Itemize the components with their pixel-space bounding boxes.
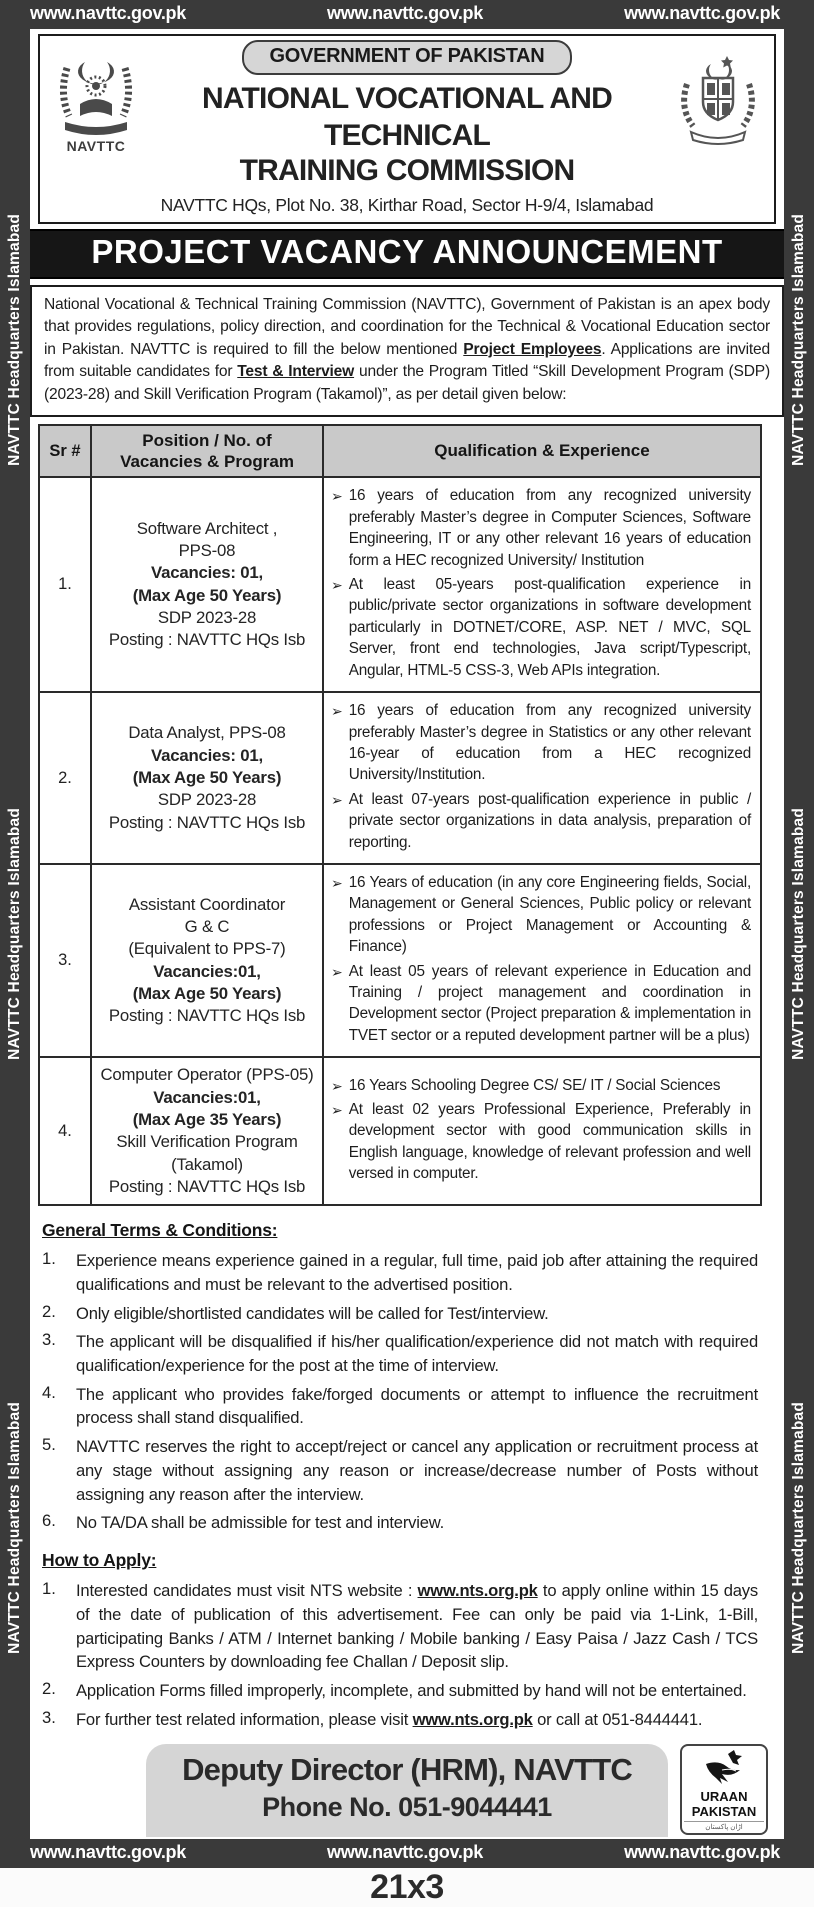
uraan-urdu-caption: اڑان پاکستان xyxy=(684,1821,764,1831)
row-qualification xyxy=(323,864,761,1057)
row-position xyxy=(91,1057,323,1205)
arrow-bullet-icon: ➢ xyxy=(331,1102,343,1119)
item-text: The applicant will be disqualified if his/her qualification/experience did not match with required qualification/experience for the post at the time of interview. xyxy=(76,1332,758,1376)
arrow-bullet-icon: ➢ xyxy=(331,488,343,505)
qualification-bullet xyxy=(331,961,751,1047)
item-text: Experience means experience gained in a regular, full time, paid job after attaining the required qualifications and must be relevant to the advertised position. xyxy=(76,1251,758,1294)
navttc-url[interactable]: www.navttc.gov.pk xyxy=(624,3,780,23)
top-url-bar xyxy=(0,0,814,29)
bullet-text: 16 Years Schooling Degree CS/ SE/ IT / Social Sciences xyxy=(348,1076,721,1094)
position-line: Computer Operator (PPS-05) xyxy=(100,1065,314,1085)
position-line: Vacancies:01, xyxy=(153,961,261,981)
navttc-url[interactable]: www.navttc.gov.pk xyxy=(30,1842,186,1863)
position-line: Assistant Coordinator xyxy=(128,894,286,914)
position-line: (Takamol) xyxy=(171,1154,243,1174)
position-line: Vacancies:01, xyxy=(153,1087,261,1107)
position-line: (Equivalent to PPS-7) xyxy=(128,939,286,959)
government-pill: GOVERNMENT OF PAKISTAN xyxy=(242,40,573,75)
position-line: Posting : NAVTTC HQs Isb xyxy=(108,812,306,832)
apply-list xyxy=(42,1579,758,1736)
main-content xyxy=(30,29,784,1839)
table-row xyxy=(39,692,761,864)
item-number: 1. xyxy=(42,1579,56,1599)
item-number: 3. xyxy=(42,1330,56,1350)
row-position xyxy=(91,864,323,1057)
position-line: Vacancies: 01, xyxy=(151,563,263,583)
position-line: (Max Age 50 Years) xyxy=(132,983,282,1003)
item-text: NAVTTC reserves the right to accept/reject or cancel any application or recruitment process at any stage without assigning any reason or increase/decrease number of Posts without assigning any reason after the interview. xyxy=(76,1437,758,1504)
terms-heading: General Terms & Conditions: xyxy=(42,1220,278,1241)
intro-project-employees: Project Employees xyxy=(463,340,602,358)
intro-paragraph xyxy=(30,285,784,417)
apply3-pre: For further test related information, please visit xyxy=(76,1709,413,1729)
list-item xyxy=(42,1708,758,1732)
intro-seg3: . Applications are invited from suitable candidates for xyxy=(44,340,770,381)
bullet-text: 16 years of education from any recognized university preferably Master’s degree in Computer Sciences, Software Engineering, IT or any other relevant 16 years of education form a HEC recognized University/ Institution xyxy=(348,487,751,569)
qualification-bullet xyxy=(331,485,751,571)
position-line: Vacancies: 01, xyxy=(151,745,263,765)
org-title-line1: NATIONAL VOCATIONAL AND TECHNICAL xyxy=(202,82,612,152)
table-row xyxy=(39,1057,761,1205)
list-item xyxy=(42,1679,758,1703)
qualification-bullet xyxy=(331,1099,751,1185)
row-qualification xyxy=(323,477,761,692)
intro-test-interview: Test & Interview xyxy=(237,363,355,381)
bullet-text: At least 05-years post-qualification experience in public/private sector organizations in software development particularly in DOTNET/CORE, ASP. NET / MVC, SQL Server, front end technologies, Java script/Typescript, Angular, HTML-5 CSS-3, Web APIs integration. xyxy=(348,576,751,679)
item-text: Only eligible/shortlisted candidates will be called for Test/interview. xyxy=(76,1303,549,1323)
item-number: 5. xyxy=(42,1435,56,1455)
arrow-bullet-icon: ➢ xyxy=(331,963,343,980)
position-line: (Max Age 50 Years) xyxy=(132,767,282,787)
qualification-bullet xyxy=(331,574,751,681)
col-header-position-line1: Position / No. of xyxy=(142,430,272,450)
frame-middle xyxy=(0,29,814,1839)
row-sr: 1. xyxy=(39,477,91,692)
signatory-phone: Phone No. 051-9044441 xyxy=(262,1792,552,1823)
left-sidebar xyxy=(0,29,30,1839)
org-title-line2: TRAINING COMMISSION xyxy=(239,154,575,188)
arrow-bullet-icon: ➢ xyxy=(331,577,343,594)
position-line: Data Analyst, PPS-08 xyxy=(128,723,286,743)
bullet-text: At least 07-years post-qualification experience in public / private sector organizations in data analysis, preparation of reporting. xyxy=(348,790,751,851)
row-sr: 2. xyxy=(39,692,91,864)
bullet-text: 16 years of education from any recognized university preferably Master’s degree in Statistics or any other relevant 16-year of education from a HEC recognized University/Institution. xyxy=(348,702,751,784)
item-number: 1. xyxy=(42,1249,56,1269)
item-number: 6. xyxy=(42,1511,56,1531)
item-text xyxy=(76,1579,758,1674)
item-number: 2. xyxy=(42,1678,56,1698)
col-header-sr: Sr # xyxy=(39,425,91,478)
item-text: No TA/DA shall be admissible for test and interview. xyxy=(76,1513,445,1533)
nts-link[interactable]: www.nts.org.pk xyxy=(417,1581,538,1601)
list-item xyxy=(42,1330,758,1377)
arrow-bullet-icon: ➢ xyxy=(331,703,343,720)
uraan-pakistan-logo xyxy=(680,1744,768,1835)
bullet-text: At least 05 years of relevant experience in Education and Training / project management and coordination in Development sector (Project preparation & implementation in TVET sector or a reputed development partner will be a plus) xyxy=(348,962,751,1044)
apply1-pre: Interested candidates must visit NTS website : xyxy=(76,1581,418,1601)
intro-seg5: under the Program Titled “Skill Development Program (SDP) (2023-28) and Skill Verification Program (Takamol)”, as per detail given below: xyxy=(44,363,770,403)
vacancy-table xyxy=(38,424,762,1206)
list-item xyxy=(42,1435,758,1506)
position-line: (Max Age 50 Years) xyxy=(132,585,282,605)
row-sr: 4. xyxy=(39,1057,91,1205)
position-line: (Max Age 35 Years) xyxy=(132,1109,282,1129)
signature-box xyxy=(146,1744,668,1837)
position-line: Posting : NAVTTC HQs Isb xyxy=(108,1006,306,1026)
row-qualification xyxy=(323,1057,761,1205)
navttc-emblem-icon xyxy=(53,50,139,142)
footer xyxy=(30,1744,768,1839)
signatory: Deputy Director (HRM), NAVTTC xyxy=(182,1752,632,1788)
header xyxy=(38,34,776,224)
navttc-url[interactable]: www.navttc.gov.pk xyxy=(327,3,483,23)
arrow-bullet-icon: ➢ xyxy=(331,1077,343,1094)
sidebar-label: NAVTTC Headquarters Islamabad xyxy=(790,214,807,466)
navttc-logo-label: NAVTTC xyxy=(66,138,126,154)
position-line: Posting : NAVTTC HQs Isb xyxy=(108,630,306,650)
position-line: SDP 2023-28 xyxy=(157,608,257,628)
item-number: 2. xyxy=(42,1301,56,1321)
table-row xyxy=(39,864,761,1057)
bottom-url-bar xyxy=(0,1839,814,1868)
qualification-bullet xyxy=(331,700,751,786)
right-sidebar xyxy=(784,29,814,1839)
pakistan-emblem xyxy=(668,40,768,216)
list-item xyxy=(42,1579,758,1674)
list-item xyxy=(42,1302,758,1326)
qualification-bullet xyxy=(331,1075,751,1096)
note-strip xyxy=(0,1868,814,1907)
header-center xyxy=(146,40,668,216)
qualification-bullet xyxy=(331,872,751,958)
col-header-position xyxy=(91,425,323,478)
position-line: Skill Verification Program xyxy=(116,1132,298,1152)
intro-seg1: National Vocational & Technical Training Commission (NAVTTC), Government of Pakistan is an apex body that provides regulations, policy direction, and coordination for the Technical & Vocational Education sector in Pakistan. NAVTTC is required to fill the below mentioned xyxy=(44,295,770,358)
row-sr: 3. xyxy=(39,864,91,1057)
apply1-post: to apply online within 15 days of the date of publication of this advertisement. Fee can only be paid via 1-Link, 1-Bill, participating Banks / ATM / Internet banking / Mobile banking / Easy Paisa / Jazz Cash / TCS Express Counters by downloading fee Challan / Deposit slip. xyxy=(76,1581,758,1672)
uraan-label-line1: URAAN xyxy=(700,1789,748,1805)
position-line: G & C xyxy=(184,916,230,936)
arrow-bullet-icon: ➢ xyxy=(331,791,343,808)
sidebar-label: NAVTTC Headquarters Islamabad xyxy=(6,808,23,1061)
sidebar-label: NAVTTC Headquarters Islamabad xyxy=(6,214,23,466)
org-address: NAVTTC HQs, Plot No. 38, Kirthar Road, Sector H-9/4, Islamabad xyxy=(160,194,654,215)
list-item xyxy=(42,1383,758,1430)
item-number: 3. xyxy=(42,1707,56,1727)
nts-link[interactable]: www.nts.org.pk xyxy=(412,1709,533,1729)
ad-size-note: 21x3 xyxy=(370,1868,444,1907)
navttc-url[interactable]: www.navttc.gov.pk xyxy=(624,1842,780,1863)
falcon-icon xyxy=(698,1750,750,1790)
item-number: 4. xyxy=(42,1382,56,1402)
navttc-url[interactable]: www.navttc.gov.pk xyxy=(30,3,186,23)
item-text xyxy=(76,1708,758,1732)
qualification-bullet xyxy=(331,789,751,853)
item-text: The applicant who provides fake/forged documents or attempt to influence the recruitment process shall stand disqualified. xyxy=(76,1384,758,1428)
list-item xyxy=(42,1511,758,1535)
col-header-position-line2: Vacancies & Program xyxy=(120,452,294,472)
row-position xyxy=(91,692,323,864)
navttc-url[interactable]: www.navttc.gov.pk xyxy=(327,1842,483,1863)
table-row xyxy=(39,477,761,692)
bullet-text: 16 Years of education (in any core Engineering fields, Social, Management or General Sciences, Public policy or relevant professions or Project Management or Accounting & Finance) xyxy=(348,873,751,956)
terms-list xyxy=(42,1249,758,1540)
apply3-post: or call at 051-8444441. xyxy=(532,1709,703,1729)
navttc-logo xyxy=(46,40,146,216)
sidebar-label: NAVTTC Headquarters Islamabad xyxy=(6,1402,23,1655)
uraan-label-line2: PAKISTAN xyxy=(691,1803,757,1819)
row-qualification xyxy=(323,692,761,864)
list-item xyxy=(42,1249,758,1296)
position-line: Posting : NAVTTC HQs Isb xyxy=(108,1176,306,1196)
item-text: Application Forms filled improperly, incomplete, and submitted by hand will not be entertained. xyxy=(76,1680,747,1700)
apply-heading: How to Apply: xyxy=(42,1550,157,1571)
arrow-bullet-icon: ➢ xyxy=(331,874,343,891)
sidebar-label: NAVTTC Headquarters Islamabad xyxy=(790,808,807,1061)
col-header-qualification: Qualification & Experience xyxy=(323,425,761,478)
table-header-row xyxy=(39,425,761,478)
vacancy-banner: PROJECT VACANCY ANNOUNCEMENT xyxy=(30,229,784,279)
position-line: SDP 2023-28 xyxy=(157,790,257,810)
position-line: Software Architect , xyxy=(136,518,278,538)
pakistan-emblem-icon xyxy=(675,50,761,150)
bullet-text: At least 02 years Professional Experience, Preferably in development sector with good communication skills in English language, knowledge of relevant profession and well versed in computer. xyxy=(348,1101,751,1183)
position-line: PPS-08 xyxy=(178,541,236,561)
sidebar-label: NAVTTC Headquarters Islamabad xyxy=(790,1402,807,1655)
row-position xyxy=(91,477,323,692)
